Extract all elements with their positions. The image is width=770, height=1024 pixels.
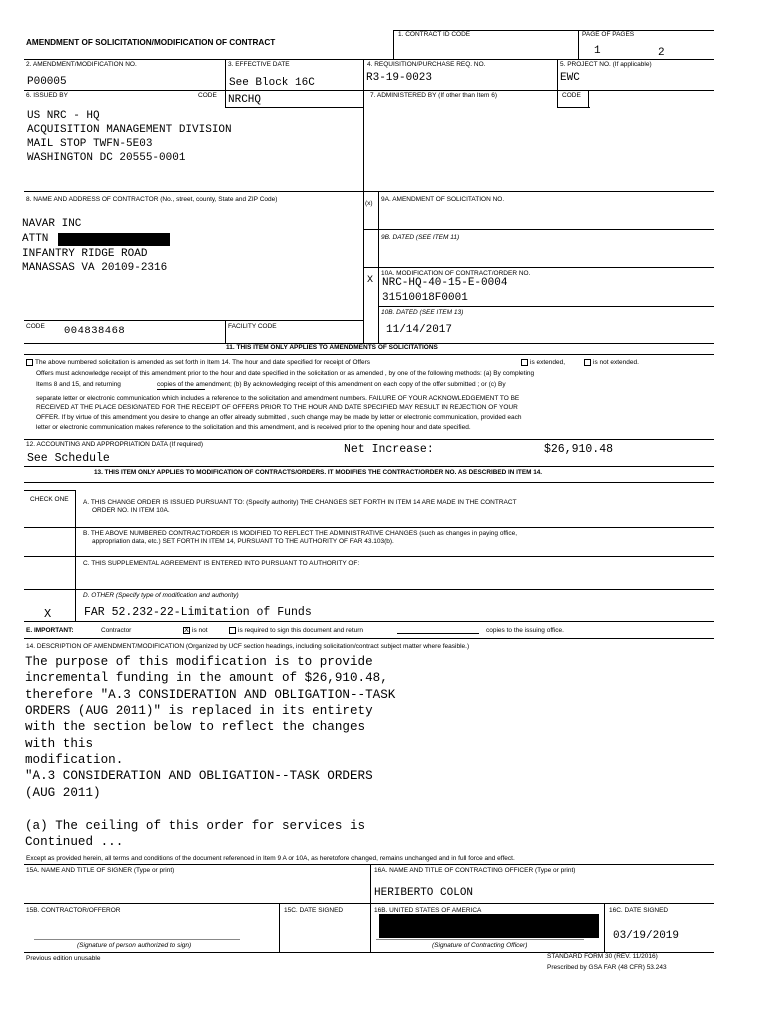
is-not-checkbox[interactable]: X <box>184 627 189 634</box>
accounting-data-label: 12. ACCOUNTING AND APPROPRIATION DATA (If required) <box>26 441 203 448</box>
amendment-solicitation-label: 9A. AMENDMENT OF SOLICITATION NO. <box>381 196 505 203</box>
description-line: modification. <box>25 753 124 767</box>
net-increase-label: Net Increase: <box>344 443 434 456</box>
effective-date-value: See Block 16C <box>229 77 315 89</box>
description-line: Continued ... <box>25 835 124 849</box>
requisition-no-value: R3-19-0023 <box>366 72 433 84</box>
modification-10a-label: 10A. MODIFICATION OF CONTRACT/ORDER NO. <box>381 270 531 277</box>
contractor-label: 8. NAME AND ADDRESS OF CONTRACTOR (No., street, county, State and ZIP Code) <box>26 196 278 203</box>
page-number: 1 <box>594 45 601 57</box>
option-d-value: FAR 52.232-22-Limitation of Funds <box>84 606 312 619</box>
extended-checkbox[interactable] <box>521 359 528 366</box>
issued-by-code-value: NRCHQ <box>228 94 262 106</box>
amendment-no-value: P00005 <box>27 76 67 88</box>
instruction-line: RECEIVED AT THE PLACE DESIGNATED FOR THE RECEIPT OF OFFERS PRIOR TO THE HOUR AND DATE SPECIFIED MAY RESULT IN REJECTION OF YOUR <box>36 404 518 411</box>
prescribed-by-label: Prescribed by GSA FAR (48 CFR) 53.243 <box>547 964 667 971</box>
extended-option: is extended, <box>521 359 565 368</box>
officer-name-value: HERIBERTO COLON <box>374 887 474 899</box>
issuer-address-line: US NRC - HQ <box>27 110 100 122</box>
instruction-line: letter or electronic communication makes reference to the solicitation and this amendment, and is received prior to the opening hour and date specified. <box>36 424 471 431</box>
option-a-text-2: ORDER NO. IN ITEM 10A. <box>92 507 170 514</box>
contract-id-label: 1. CONTRACT ID CODE <box>398 31 471 38</box>
instruction-line: OFFER. If by virtue of this amendment you desire to change an offer already submitted , such change may be made by letter or electronic communication, provided each <box>36 414 522 421</box>
modification-10a-mark: X <box>367 275 374 286</box>
item11-title: 11. THIS ITEM ONLY APPLIES TO AMENDMENTS OF SOLICITATIONS <box>226 344 438 351</box>
contractor-code-value: 004838468 <box>64 325 126 337</box>
option-b-text: B. THE ABOVE NUMBERED CONTRACT/ORDER IS MODIFIED TO REFLECT THE ADMINISTRATIVE CHANGES (such as changes in paying office, <box>83 530 518 537</box>
project-no-label: 5. PROJECT NO. (If applicable) <box>560 61 652 68</box>
option-c-text: C. THIS SUPPLEMENTAL AGREEMENT IS ENTERED INTO PURSUANT TO AUTHORITY OF: <box>83 560 360 567</box>
description-line: with this <box>25 737 94 751</box>
administered-by-label: 7. ADMINISTERED BY (If other than Item 6) <box>370 92 498 99</box>
officer-date-value: 03/19/2019 <box>613 930 680 942</box>
accounting-data-value: See Schedule <box>27 452 110 465</box>
is-not-option: X is not <box>184 627 208 635</box>
contractor-line: ATTN <box>22 233 49 245</box>
dated-9b-label: 9B. DATED (SEE ITEM 11) <box>381 234 460 241</box>
facility-code-label: FACILITY CODE <box>228 323 277 330</box>
option-d-text: D. OTHER (Specify type of modification and authority) <box>83 592 239 599</box>
issuer-address-line: WASHINGTON DC 20555-0001 <box>27 152 186 164</box>
form-title: AMENDMENT OF SOLICITATION/MODIFICATION OF CONTRACT <box>26 38 276 47</box>
project-no-value: EWC <box>560 72 580 84</box>
description-line: ORDERS (AUG 2011)" is replaced in its entirety <box>25 704 373 718</box>
standard-form-label: STANDARD FORM 30 (REV. 11/2016) <box>547 953 658 960</box>
officer-name-label: 16A. NAME AND TITLE OF CONTRACTING OFFICER (Type or print) <box>374 867 576 874</box>
dated-10b-value: 11/14/2017 <box>386 324 453 336</box>
officer-signature-caption: (Signature of Contracting Officer) <box>432 942 528 949</box>
is-required-checkbox[interactable] <box>229 627 236 634</box>
amended-checkbox[interactable] <box>26 359 33 366</box>
terms-statement: Except as provided herein, all terms and conditions of the document referenced in Item 9 A or 10A, as heretofore changed, remains unchanged and in full force and effect. <box>26 855 515 862</box>
total-pages: 2 <box>658 47 665 59</box>
instruction-line: Offers must acknowledge receipt of this amendment prior to the hour and date specified in the solicitation or as amended , by one of the following methods: (a) By completing <box>36 370 535 377</box>
is-required-option: is required to sign this document and return <box>229 627 363 636</box>
issued-by-code-label: CODE <box>198 92 217 99</box>
description-line: The purpose of this modification is to provide <box>25 655 373 669</box>
instruction-line: Items 8 and 15, and returning copies of the amendment; (b) By acknowledging receipt of this amendment on each copy of the offer submitted ; or (c) By <box>36 381 506 388</box>
issued-by-label: 6. ISSUED BY <box>26 92 68 99</box>
description-line: incremental funding in the amount of $26,910.48, <box>25 671 388 685</box>
item11-line1: The above numbered solicitation is amended as set forth in Item 14. The hour and date specified for receipt of Offers <box>26 359 370 368</box>
administered-by-code-label: CODE <box>562 92 581 99</box>
description-label: 14. DESCRIPTION OF AMENDMENT/MODIFICATION (Organized by UCF section headings, including solicitation/contract subject matter where feasible.) <box>26 643 470 650</box>
amendment-no-label: 2. AMENDMENT/MODIFICATION NO. <box>26 61 137 68</box>
description-line: "A.3 CONSIDERATION AND OBLIGATION--TASK ORDERS <box>25 769 373 783</box>
contractor-code-label: CODE <box>26 323 45 330</box>
modification-10a-order-value: 31510018F0001 <box>382 292 468 304</box>
option-a-text: A. THIS CHANGE ORDER IS ISSUED PURSUANT TO: (Specify authority) THE CHANGES SET FORTH IN ITEM 14 ARE MADE IN THE CONTRACT <box>83 499 517 506</box>
description-line: (a) The ceiling of this order for services is <box>25 819 366 833</box>
instruction-line: separate letter or electronic communication which includes a reference to the solicitation and amendment numbers. FAILURE OF YOUR ACKNOWLEDGEMENT TO BE <box>36 395 520 402</box>
description-line: (AUG 2011) <box>25 786 101 800</box>
not-extended-option: is not extended. <box>584 359 639 368</box>
description-line: therefore "A.3 CONSIDERATION AND OBLIGATION--TASK <box>25 688 396 702</box>
officer-date-label: 16C. DATE SIGNED <box>609 907 669 914</box>
option-b-text-2: appropriation data, etc.) SET FORTH IN ITEM 14, PURSUANT TO THE AUTHORITY OF FAR 43.103(b). <box>92 538 394 545</box>
effective-date-label: 3. EFFECTIVE DATE <box>228 61 290 68</box>
net-increase-value: $26,910.48 <box>544 443 614 456</box>
signer-name-label: 15A. NAME AND TITLE OF SIGNER (Type or print) <box>26 867 175 874</box>
contractor-offeror-label: 15B. CONTRACTOR/OFFEROR <box>26 907 121 914</box>
important-label: E. IMPORTANT: <box>26 627 74 634</box>
option-d-mark: X <box>44 607 52 621</box>
item13-title: 13. THIS ITEM ONLY APPLIES TO MODIFICATION OF CONTRACTS/ORDERS. IT MODIFIES THE CONTRACT/ORDER NO. AS DESCRIBED IN ITEM 14. <box>94 469 543 476</box>
person-signature-caption: (Signature of person authorized to sign) <box>77 942 192 949</box>
contractor-line: INFANTRY RIDGE ROAD <box>22 248 148 260</box>
redaction-block <box>58 233 170 246</box>
modification-10a-value: NRC-HQ-40-15-E-0004 <box>382 277 508 289</box>
contractor-line: NAVAR INC <box>22 218 82 230</box>
signature-redaction <box>379 914 599 938</box>
usa-label: 16B. UNITED STATES OF AMERICA <box>374 907 482 914</box>
previous-edition-note: Previous edition unusable <box>26 955 101 962</box>
issuer-address-line: ACQUISITION MANAGEMENT DIVISION <box>27 124 232 136</box>
important-contractor: Contractor <box>101 627 132 634</box>
not-extended-checkbox[interactable] <box>584 359 591 366</box>
dated-10b-label: 10B. DATED (SEE ITEM 13) <box>381 309 464 316</box>
check-one-label: CHECK ONE <box>30 496 69 503</box>
x-column-label: (x) <box>365 200 373 207</box>
issuer-address-line: MAIL STOP TWFN-5E03 <box>27 138 153 150</box>
contractor-date-label: 15C. DATE SIGNED <box>284 907 344 914</box>
description-line: with the section below to reflect the changes <box>25 720 366 734</box>
contractor-line: MANASSAS VA 20109-2316 <box>22 262 168 274</box>
page-of-pages-label: PAGE OF PAGES <box>582 31 635 38</box>
requisition-no-label: 4. REQUISITION/PURCHASE REQ. NO. <box>367 61 486 68</box>
copies-text: copies to the issuing office. <box>486 627 564 634</box>
